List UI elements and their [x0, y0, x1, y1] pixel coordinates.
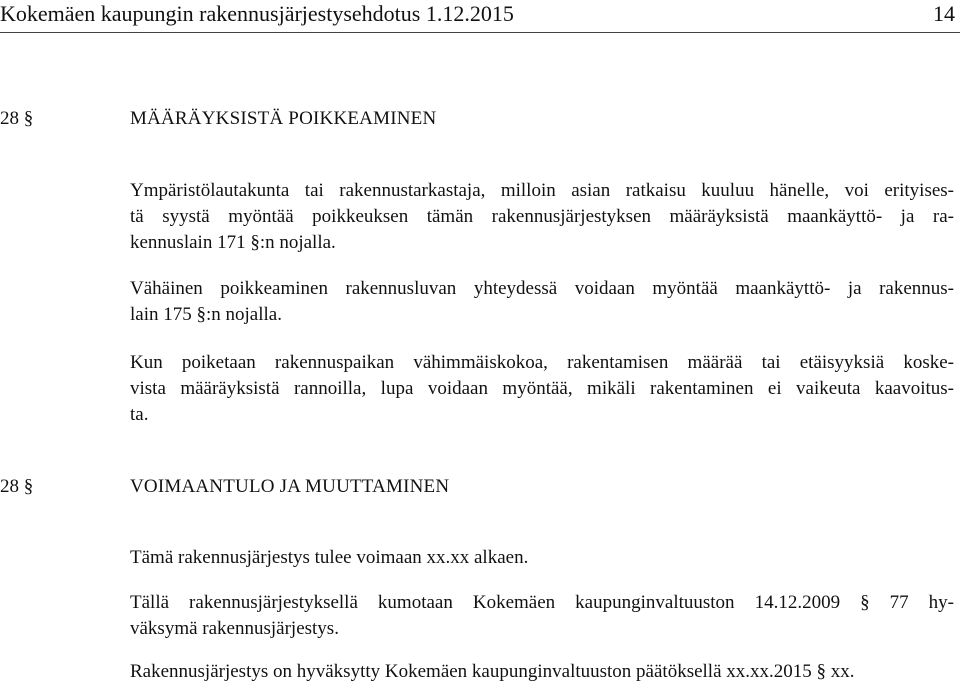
paragraph-line: ta.: [130, 404, 149, 425]
paragraph-line: lain 175 §:n nojalla.: [130, 304, 282, 325]
paragraph-line: Kun poiketaan rakennuspaikan vähimmäiskokoa, rakentamisen määrää tai etäisyyksiä koske-: [130, 352, 954, 373]
paragraph-line: Rakennusjärjestys on hyväksytty Kokemäen kaupunginvaltuuston päätöksellä xx.xx.2015 § xx.: [130, 661, 855, 682]
paragraph: [130, 276, 954, 328]
paragraph: [130, 545, 954, 571]
paragraph-line: Ympäristölautakunta tai rakennustarkastaja, milloin asian ratkaisu kuuluu hänelle, voi erityises-: [130, 180, 954, 201]
section-number: 28 §: [0, 476, 34, 497]
paragraph-line: kennuslain 171 §:n nojalla.: [130, 232, 336, 253]
paragraph: [130, 659, 954, 685]
paragraph: [130, 178, 954, 256]
paragraph-line: Tämä rakennusjärjestys tulee voimaan xx.xx alkaen.: [130, 547, 529, 568]
document-header-title: Kokemäen kaupungin rakennusjärjestysehdotus 1.12.2015: [0, 1, 514, 26]
header-divider: [0, 32, 960, 33]
page-number: 14: [933, 1, 955, 26]
paragraph-line: tä syystä myöntää poikkeuksen tämän rakennusjärjestyksen määräyksistä maankäyttö- ja ra-: [130, 206, 954, 227]
paragraph-line: Vähäinen poikkeaminen rakennusluvan yhteydessä voidaan myöntää maankäyttö- ja rakennus-: [130, 278, 954, 299]
section-title: VOIMAANTULO JA MUUTTAMINEN: [130, 476, 450, 497]
paragraph: [130, 350, 954, 428]
paragraph-line: väksymä rakennusjärjestys.: [130, 618, 339, 639]
paragraph-line: vista määräyksistä rannoilla, lupa voidaan myöntää, mikäli rakentaminen ei vaikeuta kaavoitus-: [130, 378, 954, 399]
section-number: 28 §: [0, 108, 34, 129]
paragraph: [130, 590, 954, 642]
paragraph-line: Tällä rakennusjärjestyksellä kumotaan Kokemäen kaupunginvaltuuston 14.12.2009 § 77 hy-: [130, 592, 954, 613]
section-title: MÄÄRÄYKSISTÄ POIKKEAMINEN: [130, 108, 437, 129]
